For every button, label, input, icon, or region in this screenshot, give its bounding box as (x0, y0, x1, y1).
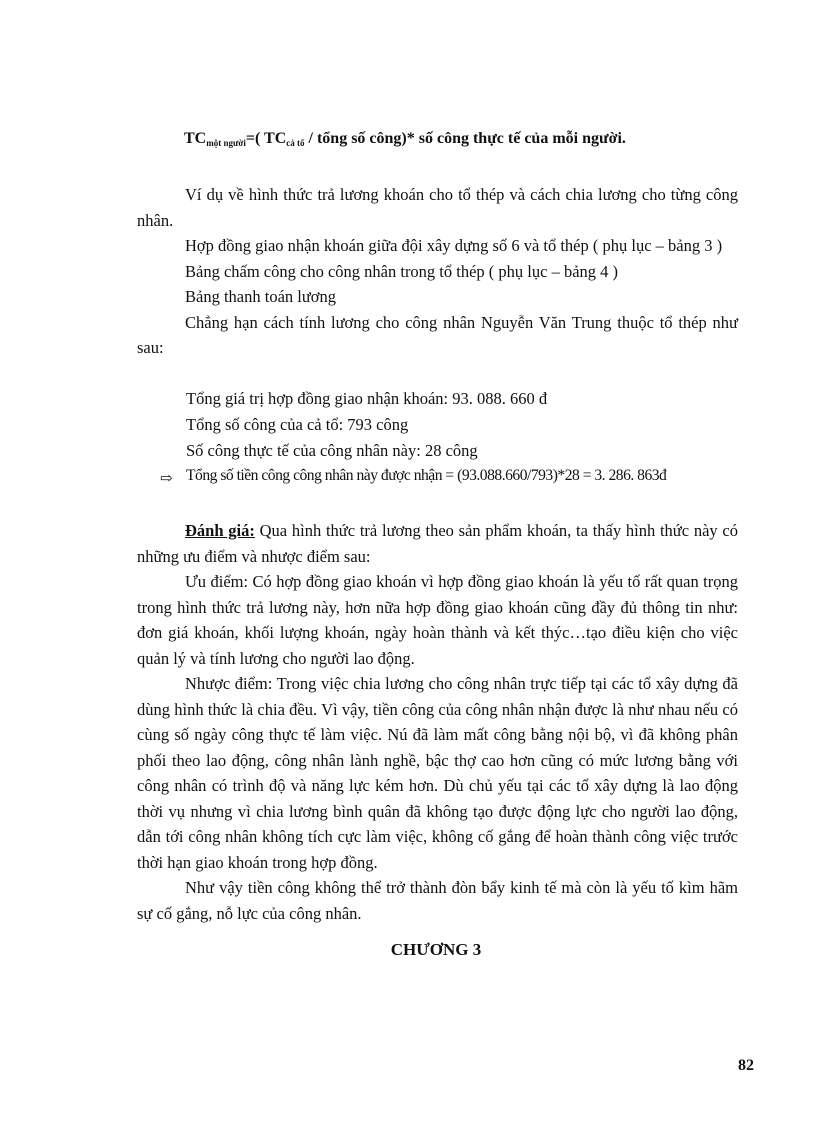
intro-paragraph-4: Bảng thanh toán lương (185, 287, 337, 306)
formula-rest: / tổng số công)* số công thực tế của mỗi người. (304, 130, 626, 147)
intro-paragraph-1: Ví dụ về hình thức trả lương khoán cho tổ thép và cách chia lương cho từng công nhân. (137, 185, 738, 230)
intro-section (137, 182, 738, 361)
page-number: 82 (738, 1057, 754, 1074)
calc-total-wage: Tổng số tiền công công nhân này được nhận = (93.088.660/793)*28 = 3. 286. 863đ (186, 467, 667, 484)
formula-eq: =( TC (245, 130, 287, 147)
chapter-title: CHƯƠNG 3 (390, 940, 482, 959)
formula-sub-team: cả tổ (286, 138, 305, 148)
disadvantages-paragraph: Nhược điểm: Trong việc chia lương cho công nhân trực tiếp tại các tổ xây dựng đã dùng hình thức là chia đều. Vì vậy, tiền công của công nhân nhận được là như nhau nếu có cùng số ngày công thực tế làm việc. Nú đã làm mất công bằng nội bộ, vì đã không phân phối theo lao động, công nhân lành nghề, bậc thợ cao hơn cũng có mức lương bằng với công nhân có trình độ và năng lực kém hơn. Dù chủ yếu tại các tổ xây dựng là lao động thời vụ nhưng vì chia lương bình quân đã không tạo được động lực cho người lao động, dẫn tới công nhân không tích cực làm việc, không cố gắng để hoàn thành công việc trước thời hạn giao khoán trong hợp đồng. (137, 674, 738, 872)
intro-paragraph-3: Bảng chấm công cho công nhân trong tổ thép ( phụ lục – bảng 4 ) (185, 261, 619, 281)
intro-paragraph-5: Chẳng hạn cách tính lương cho công nhân Nguyễn Văn Trung thuộc tổ thép như sau: (137, 312, 738, 357)
calc-total-workdays: Tổng số công của cả tổ: 793 công (186, 415, 409, 434)
intro-paragraph-2: Hợp đồng giao nhận khoán giữa đội xây dựng số 6 và tổ thép ( phụ lục – bảng 3 ) (185, 236, 723, 255)
advantages-paragraph: Ưu điểm: Có hợp đồng giao khoán vì hợp đồng giao khoán là yếu tố rất quan trọng trong hình thức trả lương này, hơn nữa hợp đồng giao khoán cũng đầy đủ thông tin như: đơn giá khoán, khối lượng khoán, ngày hoàn thành và kết thýc…tạo điều kiện cho việc quản lý và tính lương cho người lao động. (137, 572, 738, 668)
evaluation-paragraph (137, 518, 738, 569)
evaluation-text: Qua hình thức trả lương theo sản phẩm khoán, ta thấy hình thức này có những ưu điểm và nhược điểm sau: (137, 521, 738, 566)
formula-tc: TC (184, 130, 207, 147)
calc-total-value: Tổng giá trị hợp đồng giao nhận khoán: 93. 088. 660 đ (186, 389, 548, 408)
right-arrow-icon: ⇨ (160, 471, 173, 487)
salary-formula (184, 130, 626, 148)
evaluation-label: Đánh giá: (185, 521, 255, 540)
conclusion-paragraph: Như vậy tiền công không thể trở thành đòn bẩy kinh tế mà còn là yếu tố kìm hãm sự cố gắng, nỗ lực của công nhân. (137, 878, 738, 923)
formula-sub-per-person: một người (206, 138, 246, 148)
calc-actual-workdays: Số công thực tế của công nhân này: 28 công (186, 441, 478, 460)
evaluation-section (137, 518, 738, 926)
